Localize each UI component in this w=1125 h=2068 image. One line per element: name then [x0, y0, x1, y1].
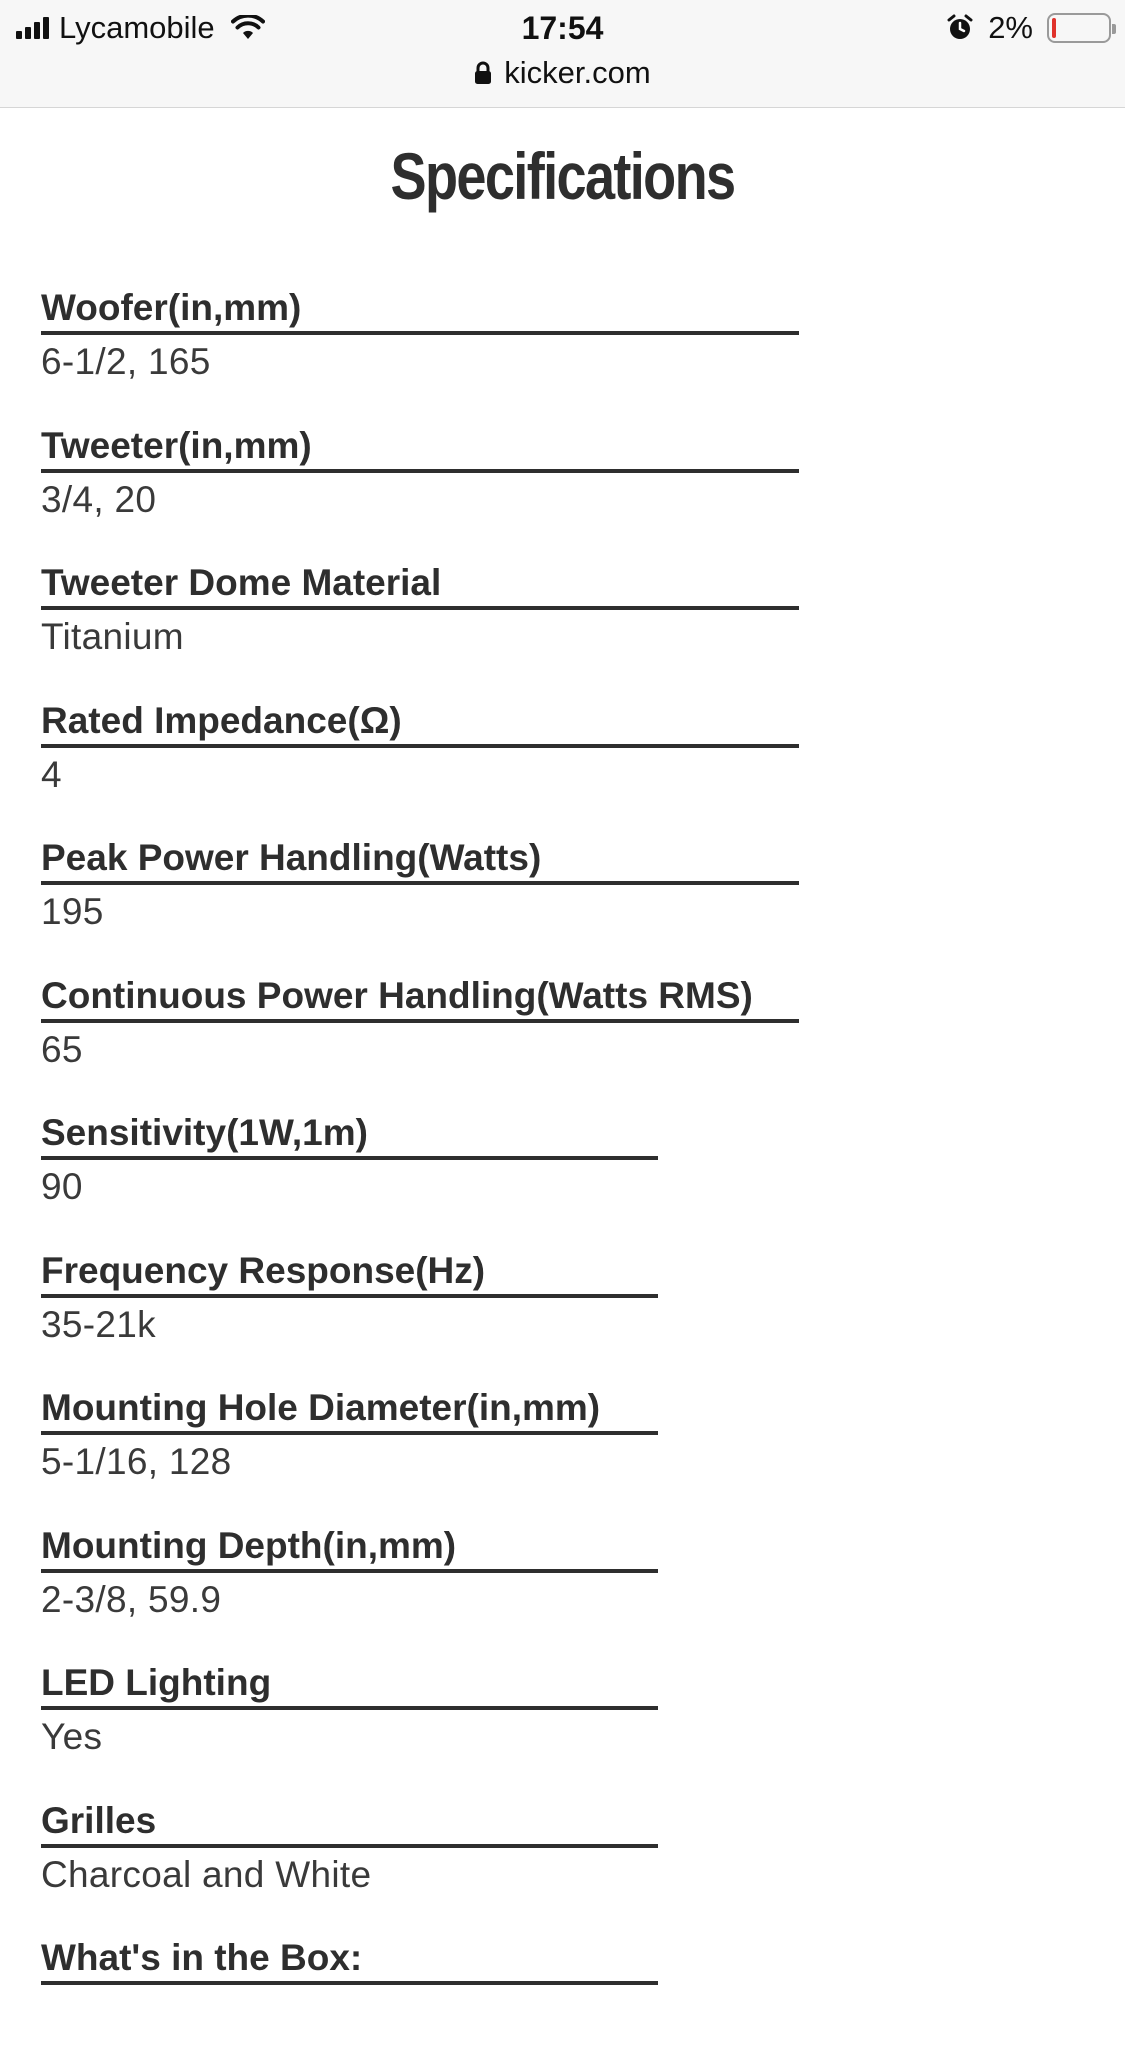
- page-title: Specifications: [390, 139, 735, 213]
- spec-row-mounting-hole-diameter: [41, 1380, 811, 1518]
- spec-row-whats-in-the-box: [41, 1930, 811, 2068]
- spec-value: 195: [41, 891, 104, 932]
- spec-label: Tweeter(in,mm): [41, 418, 799, 473]
- spec-label: Mounting Hole Diameter(in,mm): [41, 1380, 658, 1435]
- spec-row-sensitivity: [41, 1105, 811, 1243]
- alarm-clock-icon: [946, 14, 974, 42]
- spec-value: Charcoal and White: [41, 1853, 372, 1895]
- spec-value: Titanium: [41, 616, 184, 657]
- spec-label: Sensitivity(1W,1m): [41, 1105, 658, 1160]
- carrier-name: Lycamobile: [59, 10, 215, 45]
- spec-row-continuous-power: [41, 968, 811, 1106]
- spec-row-tweeter-dome-material: [41, 555, 811, 693]
- spec-label: Mounting Depth(in,mm): [41, 1518, 658, 1573]
- spec-row-led-lighting: [41, 1655, 811, 1793]
- spec-value: 5-1/16, 128: [41, 1441, 232, 1482]
- lock-icon: [474, 61, 492, 85]
- status-bar-right: [946, 8, 1111, 48]
- spec-label: Grilles: [41, 1793, 658, 1848]
- spec-row-mounting-depth: [41, 1518, 811, 1656]
- spec-row-peak-power: [41, 830, 811, 968]
- spec-value: 65: [41, 1028, 83, 1070]
- spec-label: LED Lighting: [41, 1655, 658, 1710]
- spec-value: 3/4, 20: [41, 478, 157, 520]
- spec-label: What's in the Box:: [41, 1930, 658, 1985]
- spec-value: Yes: [41, 1716, 103, 1757]
- battery-percentage: 2%: [988, 10, 1033, 45]
- spec-label: Tweeter Dome Material: [41, 555, 799, 610]
- spec-row-tweeter: [41, 418, 811, 556]
- browser-top-bar: [0, 0, 1125, 108]
- spec-value: 90: [41, 1166, 83, 1207]
- spec-row-woofer: [41, 280, 811, 418]
- battery-level-fill: [1052, 18, 1056, 38]
- spec-row-frequency-response: [41, 1243, 811, 1381]
- spec-value: 6-1/2, 165: [41, 341, 211, 382]
- spec-value: 4: [41, 753, 62, 795]
- spec-label: Continuous Power Handling(Watts RMS): [41, 968, 799, 1023]
- spec-value: 2-3/8, 59.9: [41, 1578, 222, 1620]
- spec-label: Rated Impedance(Ω): [41, 693, 799, 748]
- specifications-list: [41, 280, 811, 2068]
- spec-label: Frequency Response(Hz): [41, 1243, 658, 1298]
- address-bar[interactable]: [0, 52, 1125, 94]
- url-domain[interactable]: kicker.com: [504, 55, 651, 90]
- spec-label: Woofer(in,mm): [41, 280, 799, 335]
- spec-row-grilles: [41, 1793, 811, 1931]
- status-time: 17:54: [521, 10, 604, 46]
- battery-icon: [1047, 13, 1111, 43]
- spec-row-rated-impedance: [41, 693, 811, 831]
- spec-label: Peak Power Handling(Watts): [41, 830, 799, 885]
- spec-value: 35-21k: [41, 1303, 156, 1345]
